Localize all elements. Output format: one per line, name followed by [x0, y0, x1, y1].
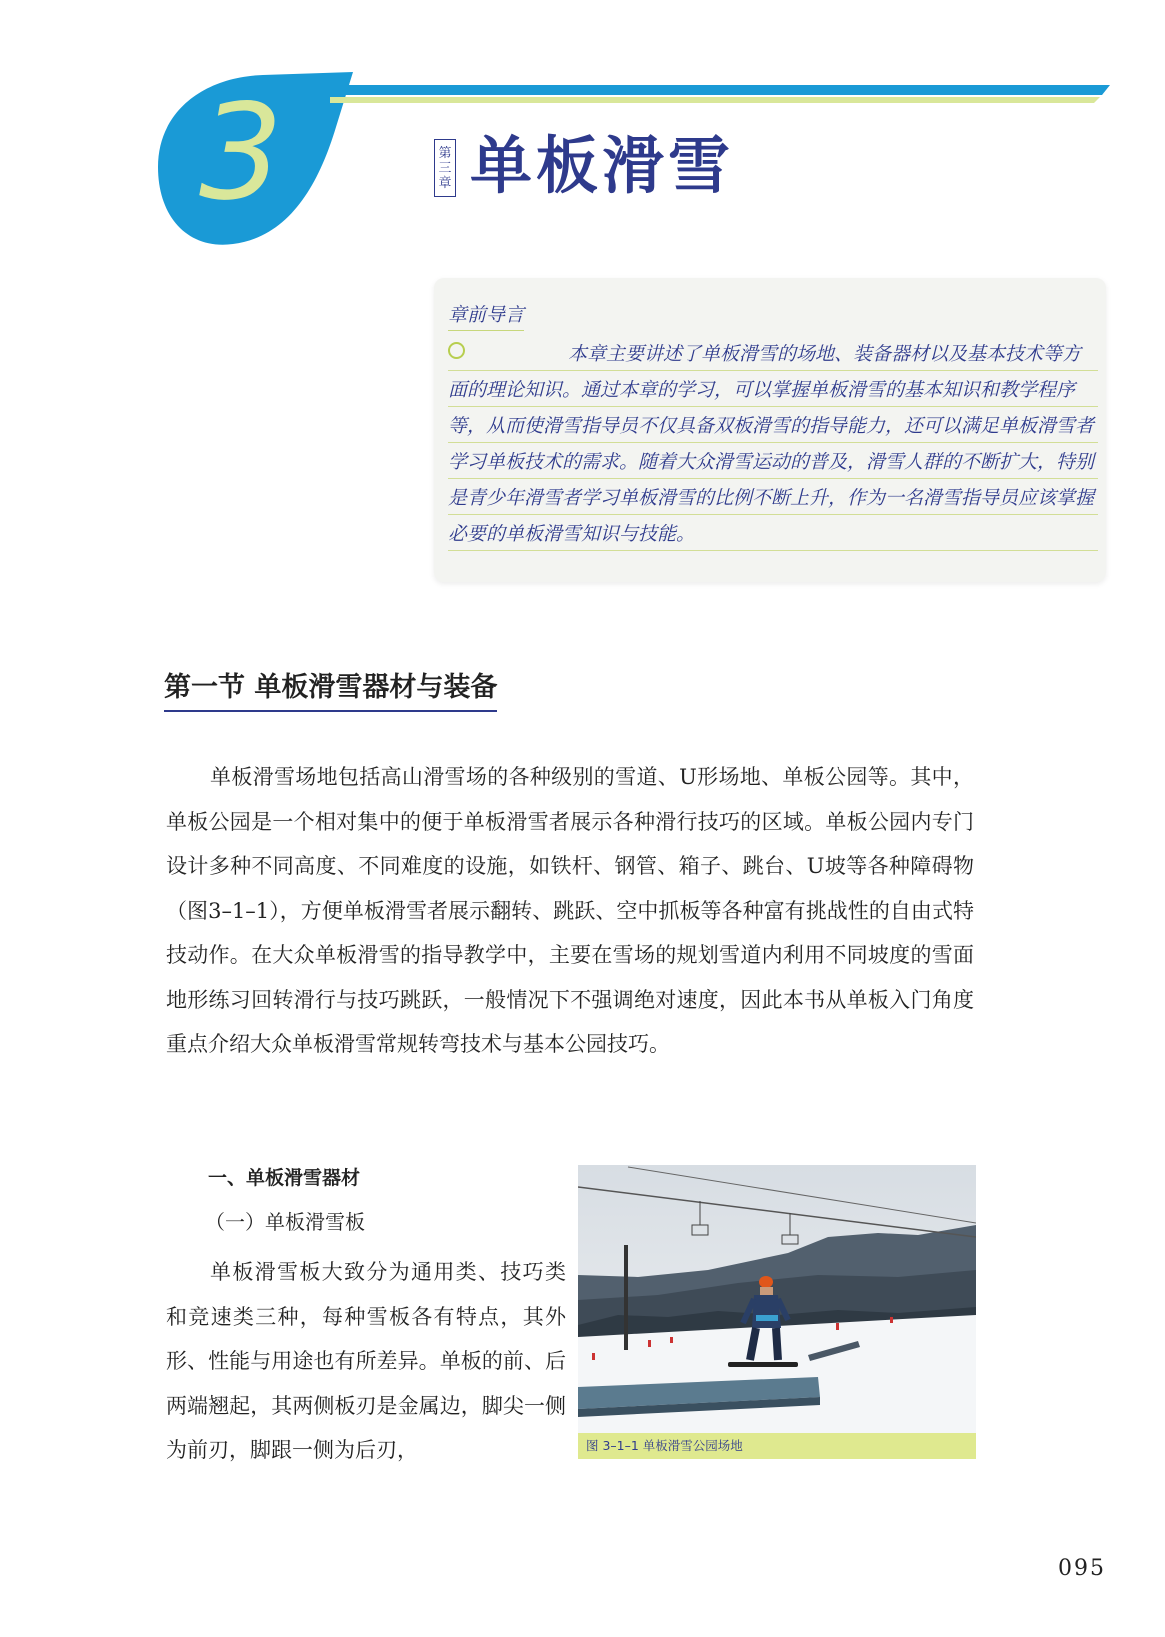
subsection-heading: 一、单板滑雪器材 [208, 1167, 361, 1189]
figure-caption: 图 3–1–1 单板滑雪公园场地 [578, 1433, 976, 1459]
section-title: 第一节 单板滑雪器材与装备 [164, 668, 497, 712]
page-number: 095 [1058, 1556, 1106, 1581]
subsubsection-heading: （一）单板滑雪板 [205, 1210, 365, 1234]
intro-body: 本章主要讲述了单板滑雪的场地、装备器材以及基本技术等方面的理论知识。通过本章的学习，可以掌握单板滑雪的基本知识和教学程序等，从而使滑雪指导员不仅具备双板滑雪的指导能力，还可以满足单板滑雪者学习单板技术的需求。随着大众滑雪运动的普及，滑雪人群的不断扩大，特别是青少年滑雪者学习单板滑雪的比例不断上升，作为一名滑雪指导员应该掌握必要的单板滑雪知识与技能。 [448, 336, 1098, 552]
body-paragraph-2: 单板滑雪板大致分为通用类、技巧类和竞速类三种，每种雪板各有特点，其外形、性能与用途也有所差异。单板的前、后两端翘起，其两侧板刃是金属边，脚尖一侧为前刃，脚跟一侧为后刃， [166, 1260, 566, 1462]
header-stripes [330, 85, 1110, 115]
chapter-title: 单板滑雪 [470, 129, 735, 202]
figure [578, 1165, 976, 1459]
chapter-label: 第三章 [434, 139, 456, 197]
chapter-number: 3 [199, 76, 283, 230]
body-paragraph: 单板滑雪场地包括高山滑雪场的各种级别的雪道、U形场地、单板公园等。其中，单板公园是一个相对集中的便于单板滑雪者展示各种滑行技巧的区域。单板公园内专门设计多种不同高度、不同难度的设施，如铁杆、钢管、箱子、跳台、U坡等各种障碍物（图3–1–1），方便单板滑雪者展示翻转、跳跃、空中抓板等各种富有挑战性的自由式特技动作。在大众单板滑雪的指导教学中，主要在雪场的规划雪道内利用不同坡度的雪面地形练习回转滑行与技巧跳跃，一般情况下不强调绝对速度，因此本书从单板入门角度重点介绍大众单板滑雪常规转弯技术与基本公园技巧。 [166, 765, 974, 1056]
intro-heading: 章前导言 [448, 302, 524, 331]
snowboard-park-photo [578, 1165, 976, 1433]
